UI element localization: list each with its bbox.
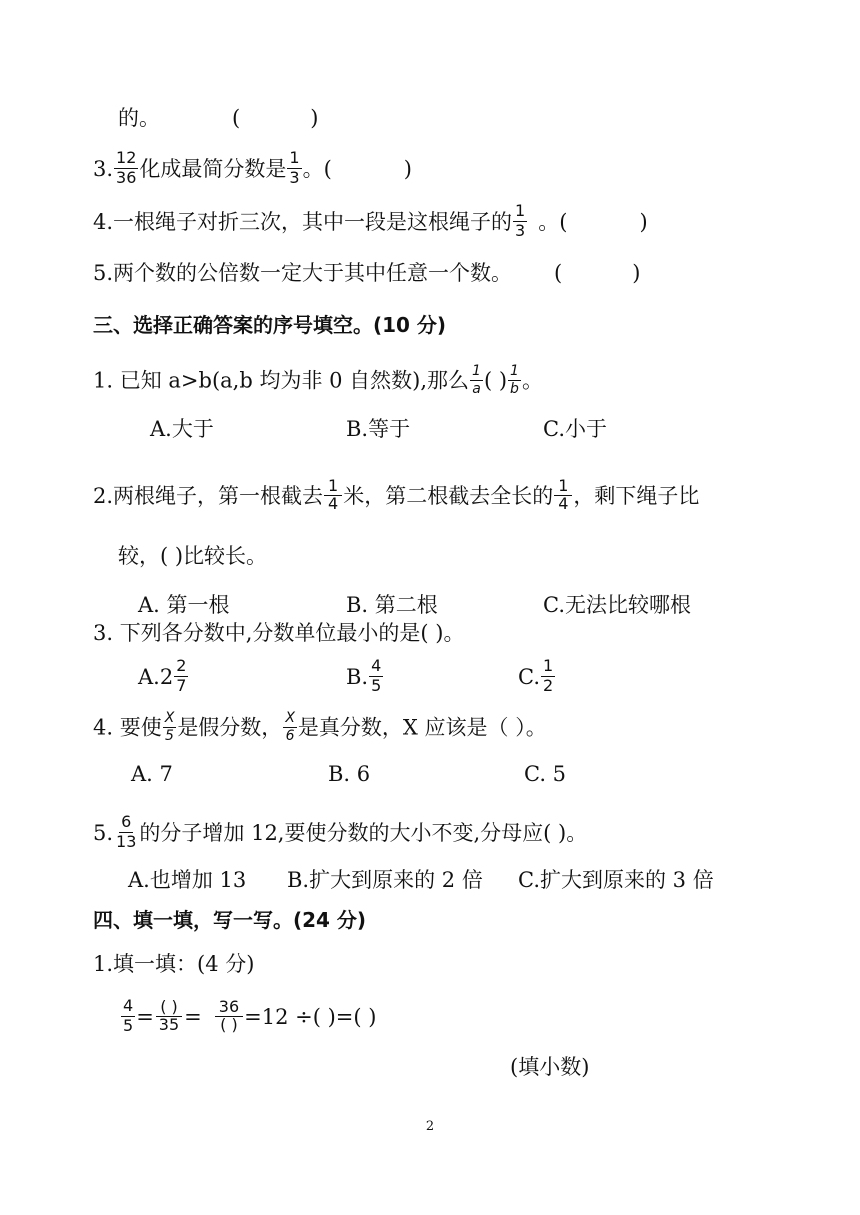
option-label: B. (346, 664, 369, 689)
numerator: 1 (472, 363, 481, 379)
q5-number: 5. (93, 820, 114, 845)
numerator-blank: ( ) (156, 999, 182, 1017)
q4-text-1: 4. 要使 (93, 715, 162, 740)
denominator: b (510, 380, 519, 397)
numerator: 12 (116, 148, 137, 167)
tf-question-4 (93, 201, 648, 242)
denominator-blank: ( ) (220, 1014, 238, 1034)
q2-text-1: 2.两根绳子，第一根截去 (93, 483, 324, 508)
numerator: 4 (371, 656, 382, 675)
tf-question-5 (93, 263, 640, 284)
numerator: X (164, 710, 175, 726)
section-3-heading: 三、选择正确答案的序号填空。(10 分) (93, 313, 447, 337)
numerator: 2 (176, 656, 187, 675)
q5-option-a: A.也增加 13 (128, 868, 247, 892)
q1-option-a: A.大于 (150, 417, 214, 441)
fraction-equation (120, 996, 377, 1037)
q2-tail-line (118, 108, 318, 129)
q2-option-c: C.无法比较哪根 (543, 593, 691, 617)
mc-question-3: 3. 下列各分数中,分数单位最小的是( )。 (93, 621, 465, 645)
denominator: 3 (515, 220, 526, 240)
q5-option-b: B.扩大到原来的 2 倍 (287, 868, 483, 892)
q4-paren-open: 。( (538, 209, 568, 234)
denominator: 2 (543, 675, 554, 695)
fraction-1-4 (554, 478, 572, 513)
q5-text: 5.两个数的公倍数一定大于其中任意一个数。 (93, 261, 513, 285)
denominator: 3 (289, 167, 300, 187)
answer-paren-close: ) (403, 156, 412, 181)
numerator: 1 (515, 201, 526, 220)
q1-end: 。 (521, 368, 543, 393)
fraction-x-6 (283, 711, 297, 743)
fraction-4-5 (369, 658, 383, 695)
fraction-1-b (508, 364, 521, 396)
mc-question-5 (93, 812, 588, 853)
numerator: X (285, 710, 295, 726)
fraction-blank-35 (155, 999, 183, 1034)
q3-paren-open: 。( (302, 156, 332, 181)
numerator: 1 (554, 478, 572, 496)
q2-line-2: 较，( )比较长。 (118, 544, 268, 568)
fraction-1-3 (513, 203, 527, 240)
denominator: 7 (176, 675, 187, 695)
denominator: 35 (158, 1014, 180, 1034)
denominator: 4 (558, 493, 569, 513)
answer-paren-close: ) (639, 209, 648, 234)
q5-option-c: C.扩大到原来的 3 倍 (518, 868, 714, 892)
denominator: 5 (165, 727, 174, 744)
numerator: 1 (543, 656, 554, 675)
q3-option-a (138, 656, 189, 697)
q2-text-3: ，剩下绳子比 (573, 483, 700, 508)
q1-text: 1. 已知 a>b(a,b 均为非 0 自然数),那么 (93, 368, 470, 393)
q4-text: 4.一根绳子对折三次，其中一段是这根绳子的 (93, 209, 513, 234)
q2-text-2: 米，第二根截去全长的 (343, 483, 554, 508)
option-label: C. (518, 664, 540, 689)
q2-option-b: B. 第二根 (346, 593, 438, 617)
q4-text-3: 是真分数，X 应该是（ ）。 (297, 715, 547, 740)
answer-paren-close: ) (632, 261, 641, 285)
option-label: A.2 (138, 664, 174, 689)
fraction-12-36 (114, 150, 138, 187)
fraction-2-7 (174, 658, 188, 695)
tf-question-3 (93, 148, 412, 189)
q1-option-c: C.小于 (543, 417, 607, 441)
numerator: 6 (121, 812, 132, 831)
q4-option-b: B. 6 (328, 762, 371, 786)
q3-option-b (346, 656, 384, 697)
denominator: 4 (328, 493, 339, 513)
page-number: 2 (425, 1119, 435, 1134)
denominator: 13 (116, 831, 137, 851)
q4-option-a: A. 7 (131, 762, 173, 786)
fraction-4-5 (121, 998, 135, 1035)
denominator: a (472, 380, 481, 397)
denominator: 36 (116, 167, 137, 187)
equals-sign: = (136, 1004, 154, 1029)
q1-option-b: B.等于 (346, 417, 411, 441)
numerator: 1 (324, 478, 342, 496)
fill-note: (填小数) (510, 1055, 590, 1079)
answer-blank: ( ) (483, 368, 508, 393)
q4-option-c: C. 5 (524, 762, 567, 786)
fill-question-1-label: 1.填一填：(4 分) (93, 952, 255, 976)
q3-option-c (518, 656, 556, 697)
section-4-heading: 四、填一填，写一写。(24 分) (93, 908, 367, 932)
answer-paren-open: ( (232, 106, 241, 130)
denominator: 5 (371, 675, 382, 695)
equals-sign: = (184, 1004, 202, 1029)
fraction-1-4 (324, 478, 342, 513)
q2-tail-text: 的。 (118, 106, 160, 130)
mc-question-2 (93, 476, 700, 515)
fraction-x-5 (163, 711, 177, 743)
answer-paren-close: ) (310, 106, 319, 130)
denominator: 6 (285, 727, 295, 744)
equation-rest: =12 ÷( )=( ) (244, 1004, 377, 1029)
fraction-1-3 (287, 150, 301, 187)
numerator: 4 (123, 996, 134, 1015)
q3-number: 3. (93, 156, 114, 181)
q5-text: 的分子增加 12,要使分数的大小不变,分母应( )。 (139, 820, 588, 845)
answer-paren-open: ( (554, 261, 563, 285)
fraction-6-13 (114, 814, 138, 851)
mc-question-4 (93, 710, 547, 745)
numerator: 36 (215, 999, 243, 1017)
numerator: 1 (510, 363, 519, 379)
numerator: 1 (289, 148, 300, 167)
q4-text-2: 是假分数， (177, 715, 283, 740)
fraction-36-blank (215, 999, 243, 1034)
denominator: 5 (123, 1015, 134, 1035)
fraction-1-2 (541, 658, 555, 695)
q3-text: 化成最简分数是 (139, 156, 287, 181)
fraction-1-a (470, 364, 483, 396)
q2-option-a: A. 第一根 (138, 593, 230, 617)
mc-question-1 (93, 363, 543, 398)
